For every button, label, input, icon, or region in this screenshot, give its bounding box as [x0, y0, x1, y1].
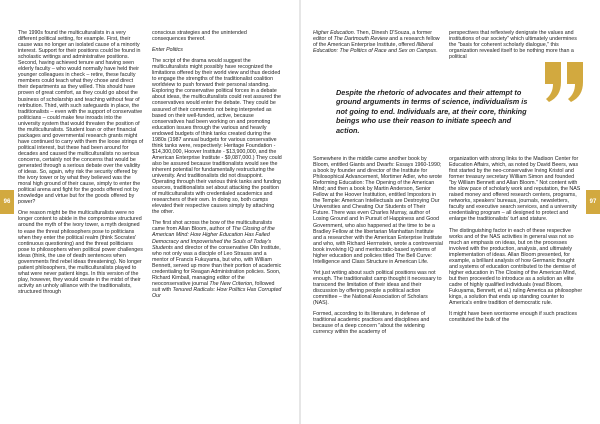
paragraph: [152, 220, 282, 299]
right-column-1-top: [313, 30, 443, 59]
journal-title: The Dartmouth Review: [333, 36, 388, 43]
paragraph: conscious strategies and the unintended consequences thereof.: [152, 30, 247, 43]
left-page: [0, 0, 299, 424]
text-run: and director of the conservative Olin Institute, who not only was a disciple of Leo Strauss and a mentor of Francis Fukuyama, but who, with William Bennett, served up more than their portion of academic credentialing for Reagan Administration policies. Soon, Richard Kimball, managing editor of the neoconservative journal: [152, 244, 282, 287]
text-run: , followed suit with: [152, 280, 275, 293]
paragraph: [313, 30, 443, 54]
right-column-1: [313, 156, 443, 340]
paragraph: organization with strong links to the Madison Center for Education Affairs, which, as noted by David Beers, was first started by the neo-conservative Irving Kristol and former treasury secretary William Simon and founded "by William Bennett and Allan Bloom." Not content with the slow pace of scholarly work and reputation, the NAS raised money and offered research centers, programs, networks, speakers' bureaus, journals, newsletters, faculty and executive search services, and a university credentialing program – all designed to protect and enlarge the traditionalists' turf and stature.: [449, 156, 581, 223]
book-title: Illiberal Education: The Politics of Race and Sex on Campus: [313, 42, 437, 55]
closing-quote-icon: [543, 60, 587, 104]
paragraph: Formed, according to its literature, in defense of traditional academic practices and disciplines and because of a deep concern "about the widening currency within the academy of: [313, 311, 430, 336]
text-run: and a research fellow of the American Enterprise Institute, offered: [313, 36, 440, 49]
page-number-left: 96: [0, 190, 14, 214]
text-run: .: [436, 48, 438, 55]
book-title: Tenured Radicals: How Politics Has Corrupted Our: [152, 286, 282, 299]
paragraph: Somewhere in the middle came another book by Bloom, entitled Giants and Dwarfs: Essays 1960-1990; a book by founder and director of the Institute for Philosophical Advancement, Mortimer Adler, who wrote Reforming Education: The Opening of the American Mind; and then a book by Martin Anderson, Senior Fellow at the Hoover Institution, entitled Impostors in the Temple: American Intellectuals are Destroying Our Universities and Cheating Our Students of Their Future. There was even Charles Murray, author of Losing Ground and In Pursuit of Happiness and Good Government, who also happened at the time to be a Bradley Fellow at the libertarian Manhattan Institute and a researcher with the American Enterprise Institute and who, with Richard Herrnstein, wrote a controversial book involving IQ and meritocratic-based systems of higher education and policies titled The Bell Curve: Intelligence and Class Structure in American Life.: [313, 156, 443, 265]
page-number-right: 97: [586, 190, 600, 214]
journal-title: The New Criterion: [209, 280, 253, 287]
paragraph: The 1990s found the multiculturalists in a very different political setting, for example. First, their cause was no longer an isolated cause of a minority interest. Support for their positions could be found in scholastic writings and administrative positions. Second, having achieved tenure and having seen elderly faculty – who would normally have held their younger colleagues in check – retire, these faculty members could teach what they chose and direct their departments as they willed. This should have proven of great comfort, as they could go about the business of scholarship and teaching without fear of retribution. Third, with such safeguards in place, the traditionalists – even with the support of conservative politicians – could make few inroads into the university system that would threaten the position of the multiculturalists. Student loan or other financial packages and governmental research grants might have continued to carry with them the loose strings of political interest, but these had been around for decades and caused the multiculturalists no serious concerns, certainly not the concerns that would be generated through a serious debate over the validity of ideas. So, again, why risk the security offered by the ivory tower or by what they believed was the moral high ground of their cause, simply to enter the political arena and fight for the goods offered not by knowledge and virtue but for the goods offered by power?: [18, 30, 144, 206]
section-subheading: Enter Politics: [152, 47, 183, 54]
paragraph: It might have been worrisome enough if such practices constituted the bulk of the: [449, 311, 578, 324]
paragraph: The distinguishing factor in each of these respective works and of the NAS activities in general was not so much an emphasis on ideas, but on the processes involved with the production, analysis, and ultimately implementation of ideas. Allan Bloom presented, for example, a brilliant analysis of how Germanic thought and systems of education contributed to the demise of higher education in The Closing of the American Mind, but then proceeded to introduce as a solution an elite cadre of highly qualified individuals (read Bloom, Fukuyama, Bennett, et al.) ruling America as philosopher kings, a solution that ends up standing counter to America's entire tradition of democratic rule.: [449, 227, 583, 307]
book-title: Higher Education: [313, 30, 354, 36]
book-title: The Closing of the American Mind: How Higher Education Has Failed Democracy and Impoverished the Souls of Today's Students: [152, 226, 275, 251]
pull-quote: Despite the rhetoric of advocates and their attempt to ground arguments in terms of science, individualism is not going to end. Individuals are, at their core, thinking beings who use their reason to initiate speech and action.: [336, 88, 528, 135]
text-run: . Then, Dinesh D'Souza, a former editor of: [313, 30, 432, 43]
left-column-2: [152, 30, 282, 304]
left-column-1: [18, 30, 144, 300]
text-run: The first shot across the bow of the multiculturalists came from Allan Bloom, author of: [152, 220, 273, 233]
paragraph: Yet just writing about such political positions was not enough. The traditionalist camp thought it necessary to transcend the limitation of their ideas and their discussion by offering people a political action committee – the National Association of Scholars (NAS).: [313, 269, 442, 307]
paragraph: The script of the drama would suggest the multiculturalists might possibly have recognized the limitations offered by their world view and thus decided to engage the strengths of the traditionalist coalition worldview to push forward their personal standing. Exploring the conservative political forces in a debate about ideas, the multiculturalists could rest assured the conservatives would enter the debate. They could be assured of their comments not being interpreted as based on their well-funded, active, because conservatives had been working on and promoting education issues through the various and heavily endowed budgets of think tanks created during the 1980s (1987 annual budgets for various conservative think tanks were, respectively: Heritage Foundation - $14,300,000, Hoover Institute - $13,900,000, and the American Enterprise Institute - $9,087,000.) They could also be assured because traditionalists would see the inherent potential for fundamentally restructuring the university. And traditionalists did not disappoint. Operating through their various think tanks and funding sources, traditionalists set about attacking the position of multiculturalists with credentialed academics and researchers of their own. In doing so, both camps elevated their respective causes simply by attaching the other.: [152, 58, 282, 216]
paragraph: perspectives that reflexively denigrate the values and institutions of our society" which ultimately undermines the "basis for coherent scholarly dialogue," this organization revealed itself to be nothing more than a political: [449, 30, 577, 61]
right-column-2: [449, 156, 583, 328]
paragraph: One reason might be the multiculturalists were no longer content to abide in the compromise structured around the myth of the ivory tower, a myth designed to ease the threat philosophers pose to politicians when they enter the political realm (think Socrates' continuous questioning) and the threat politicians pose to philosophers when political power challenges ideas (think, the use of death sentences when governments find rebel ideas threatening). No longer patient philosophers, the multiculturalists played to what were never patient kings. In this version of the play, however, they would create in the midst of their activity an unholy alliance with the traditionalists, structured through: [18, 210, 143, 295]
